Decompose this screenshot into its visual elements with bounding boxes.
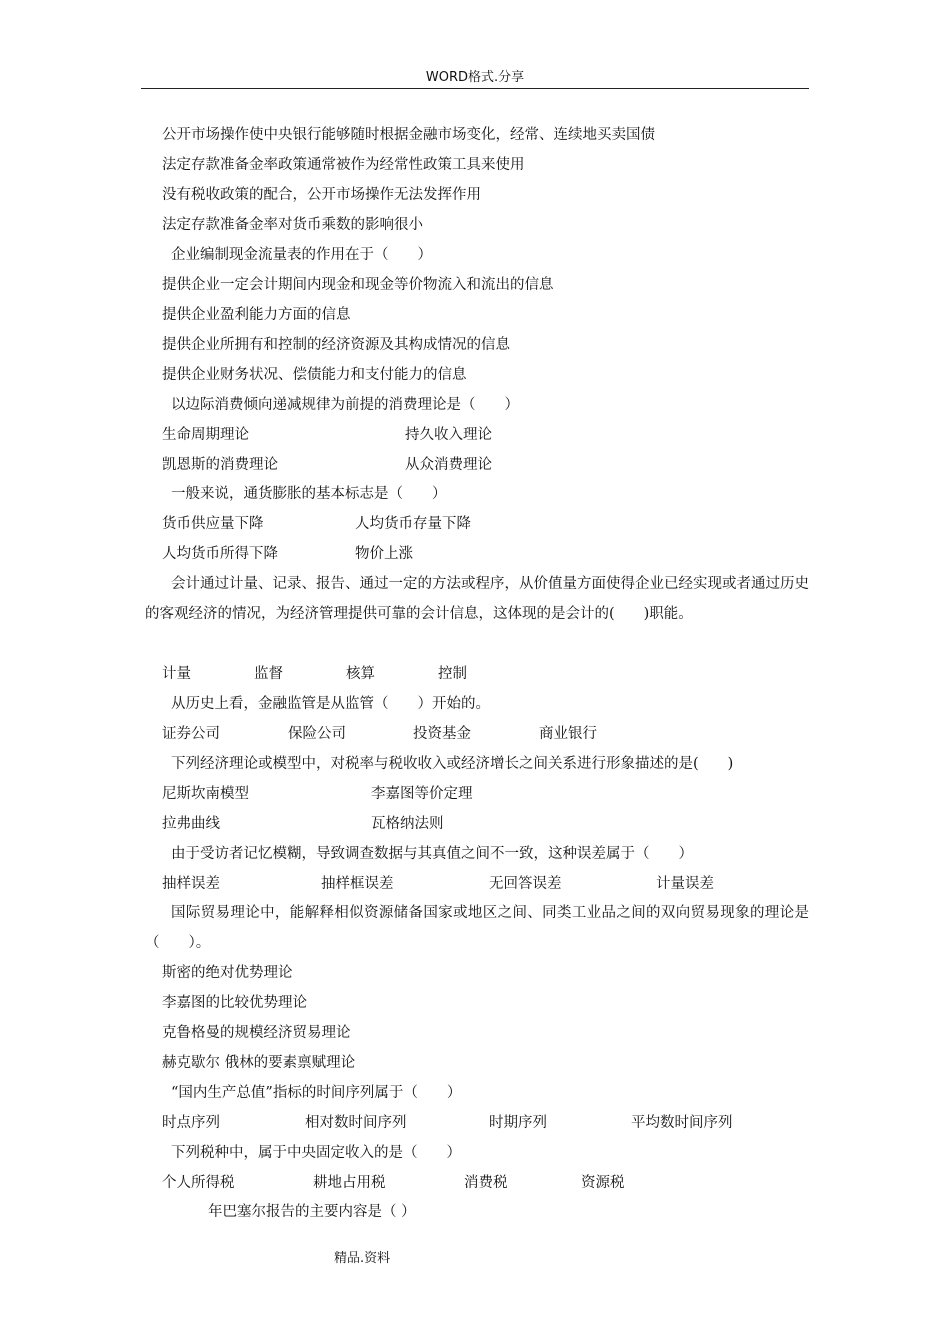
option-line: 李嘉图的比较优势理论: [162, 995, 307, 1011]
option-c: 时期序列: [489, 1115, 547, 1131]
option-line: 没有税收政策的配合，公开市场操作无法发挥作用: [162, 187, 481, 203]
option-d: 平均数时间序列: [631, 1115, 733, 1131]
option-a: 生命周期理论: [162, 427, 249, 443]
option-b: 人均货币存量下降: [355, 516, 471, 532]
page-header: WORD格式.分享: [425, 70, 525, 85]
option-line: 公开市场操作使中央银行能够随时根据金融市场变化，经常、连续地买卖国债: [162, 127, 655, 143]
option-a: 货币供应量下降: [162, 516, 264, 532]
option-c: 人均货币所得下降: [162, 546, 278, 562]
option-line: 提供企业盈利能力方面的信息: [162, 307, 351, 323]
question-text: 下列经济理论或模型中，对税率与税收收入或经济增长之间关系进行形象描述的是( ): [171, 756, 734, 772]
option-c: 消费税: [464, 1175, 508, 1191]
option-b: 监督: [254, 666, 283, 682]
option-b: 持久收入理论: [405, 427, 492, 443]
option-line: 提供企业财务状况、偿债能力和支付能力的信息: [162, 367, 467, 383]
header-divider: [141, 88, 809, 89]
option-b: 抽样框误差: [321, 876, 394, 892]
option-c: 拉弗曲线: [162, 816, 220, 832]
option-a: 尼斯坎南模型: [162, 786, 249, 802]
option-c: 无回答误差: [489, 876, 562, 892]
option-d: 物价上涨: [355, 546, 413, 562]
option-line: 提供企业所拥有和控制的经济资源及其构成情况的信息: [162, 337, 510, 353]
question-text: 企业编制现金流量表的作用在于（ ）: [171, 247, 432, 263]
option-b: 李嘉图等价定理: [371, 786, 473, 802]
question-text: 国际贸易理论中，能解释相似资源储备国家或地区之间、同类工业品之间的双向贸易现象的理论是（ ）。: [145, 905, 809, 951]
question-text: 从历史上看，金融监管是从监管（ ）开始的。: [171, 696, 490, 712]
question-text: 会计通过计量、记录、报告、通过一定的方法或程序，从价值量方面使得企业已经实现或者通过历史的客观经济的情况，为经济管理提供可靠的会计信息，这体现的是会计的( )职能。: [145, 576, 809, 622]
option-c: 凯恩斯的消费理论: [162, 457, 278, 473]
question-text: 年巴塞尔报告的主要内容是（ ）: [208, 1204, 416, 1220]
option-c: 投资基金: [413, 726, 471, 742]
option-a: 个人所得税: [162, 1175, 235, 1191]
option-d: 控制: [438, 666, 467, 682]
option-d: 瓦格纳法则: [371, 816, 444, 832]
option-line: 提供企业一定会计期间内现金和现金等价物流入和流出的信息: [162, 277, 554, 293]
option-c: 核算: [346, 666, 375, 682]
option-a: 证券公司: [162, 726, 220, 742]
question-text: 一般来说，通货膨胀的基本标志是（ ）: [171, 486, 447, 502]
option-b: 耕地占用税: [313, 1175, 386, 1191]
option-d: 计量误差: [656, 876, 714, 892]
option-d: 资源税: [581, 1175, 625, 1191]
option-line: 斯密的绝对优势理论: [162, 965, 293, 981]
option-line: 赫克歇尔 俄林的要素禀赋理论: [162, 1055, 356, 1071]
option-a: 时点序列: [162, 1115, 220, 1131]
option-line: 法定存款准备金率对货币乘数的影响很小: [162, 217, 423, 233]
question-text: 以边际消费倾向递减规律为前提的消费理论是（ ）: [171, 397, 519, 413]
question-text: 由于受访者记忆模糊，导致调查数据与其真值之间不一致，这种误差属于（ ）: [171, 846, 693, 862]
question-text: “国内生产总值”指标的时间序列属于（ ）: [171, 1085, 462, 1101]
option-b: 保险公司: [288, 726, 346, 742]
option-a: 计量: [162, 666, 191, 682]
option-line: 法定存款准备金率政策通常被作为经常性政策工具来使用: [162, 157, 525, 173]
option-b: 相对数时间序列: [305, 1115, 407, 1131]
page-footer: 精品.资料: [334, 1251, 391, 1266]
question-text: 下列税种中，属于中央固定收入的是（ ）: [171, 1145, 461, 1161]
option-d: 从众消费理论: [405, 457, 492, 473]
option-line: 克鲁格曼的规模经济贸易理论: [162, 1025, 351, 1041]
option-d: 商业银行: [539, 726, 597, 742]
option-a: 抽样误差: [162, 876, 220, 892]
